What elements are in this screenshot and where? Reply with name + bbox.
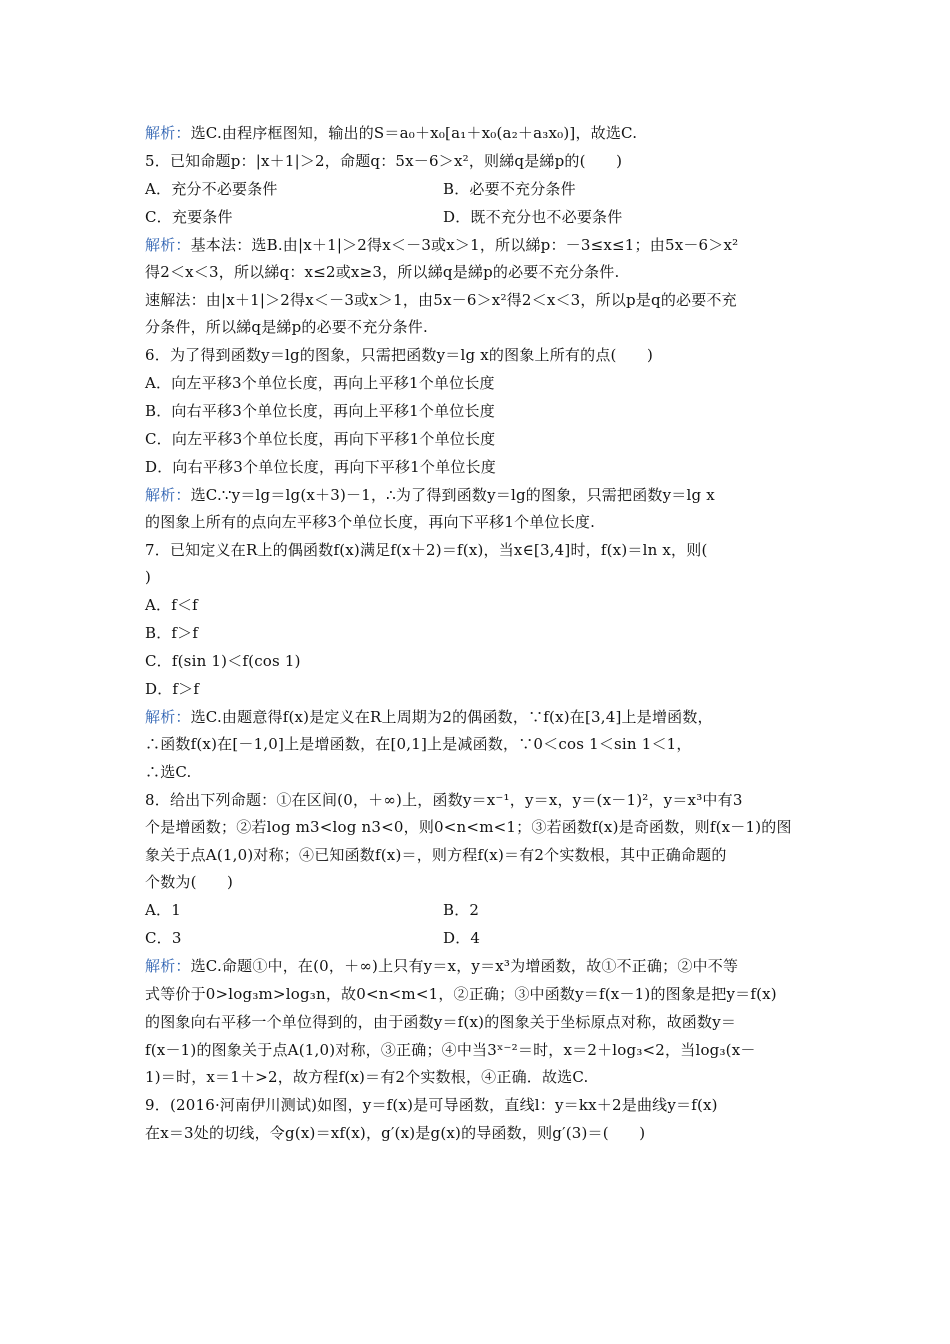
- q6-option-a: A．向左平移3个单位长度，再向上平移1个单位长度: [145, 374, 495, 392]
- q5-analysis-line-1: 解析：基本法：选B.由|x＋1|＞2得x＜－3或x＞1，所以綈p：－3≤x≤1；由5x－6＞x²: [145, 236, 739, 254]
- question-6: 6．为了得到函数y＝lg的图象，只需把函数y＝lg x的图象上所有的点( ): [145, 346, 654, 364]
- question-9-line-2: 在x＝3处的切线，令g(x)＝xf(x)，g′(x)是g(x)的导函数，则g′(3)＝( ): [145, 1124, 646, 1142]
- q8-option-a: A．1: [145, 901, 181, 919]
- q6-option-d: D．向右平移3个单位长度，再向下平移1个单位长度: [145, 458, 496, 476]
- q6-analysis-line-1: 解析：选C.∵y＝lg＝lg(x＋3)－1，∴为了得到函数y＝lg的图象，只需把函数y＝lg x: [145, 486, 715, 504]
- q8-analysis-line-5: 1)＝时，x＝1＋>2，故方程f(x)＝有2个实数根，④正确．故选C.: [145, 1068, 589, 1086]
- line-1: 解析：选C.由程序框图知，输出的S＝a₀＋x₀[a₁＋x₀(a₂＋a₃x₀)]，故选C.: [145, 124, 638, 142]
- question-8-line-4: 个数为( ): [145, 873, 234, 891]
- question-8-line-2: 个是增函数；②若log m3<log n3<0，则0<n<m<1；③若函数f(x)是奇函数，则f(x－1)的图: [145, 818, 792, 836]
- q7-option-d: D．f＞f: [145, 680, 200, 698]
- question-7-cont: ): [145, 568, 152, 586]
- q6-option-c: C．向左平移3个单位长度，再向下平移1个单位长度: [145, 430, 496, 448]
- q7-option-a: A．f＜f: [145, 596, 198, 614]
- q8-analysis-line-2: 式等价于0>log₃m>log₃n，故0<n<m<1，②正确；③中函数y＝f(x－1)的图象是把y＝f(x): [145, 985, 777, 1003]
- analysis-label: 解析：: [145, 124, 191, 142]
- question-9-line-1: 9．(2016·河南伊川测试)如图，y＝f(x)是可导函数，直线l：y＝kx＋2是曲线y＝f(x): [145, 1096, 718, 1114]
- question-8-line-1: 8．给出下列命题：①在区间(0，＋∞)上，函数y＝x⁻¹，y＝x，y＝(x－1)²，y＝x³中有3: [145, 791, 743, 809]
- analysis-label: 解析：: [145, 236, 191, 254]
- q7-analysis-line-1: 解析：选C.由题意得f(x)是定义在R上周期为2的偶函数，∵f(x)在[3,4]上是增函数，: [145, 708, 713, 726]
- q7-analysis-line-3: ∴选C.: [145, 763, 192, 781]
- q6-option-b: B．向右平移3个单位长度，再向上平移1个单位长度: [145, 402, 495, 420]
- q8-analysis-line-4: f(x－1)的图象关于点A(1,0)对称，③正确；④中当3ˣ⁻²＝时，x＝2＋log₃<2，当log₃(x－: [145, 1041, 756, 1059]
- q7-analysis-line-2: ∴函数f(x)在[－1,0]上是增函数，在[0,1]上是减函数，∵0＜cos 1＜sin 1＜1，: [145, 735, 692, 753]
- q5-option-d: D．既不充分也不必要条件: [443, 208, 623, 226]
- q8-analysis-line-3: 的图象向右平移一个单位得到的，由于函数y＝f(x)的图象关于坐标原点对称，故函数y＝: [145, 1013, 737, 1031]
- q7-option-c: C．f(sin 1)＜f(cos 1): [145, 652, 301, 670]
- q5-option-b: B．必要不充分条件: [443, 180, 576, 198]
- analysis-label: 解析：: [145, 957, 191, 975]
- q5-analysis-line-4: 分条件，所以綈q是綈p的必要不充分条件.: [145, 318, 428, 336]
- question-7: 7．已知定义在R上的偶函数f(x)满足f(x＋2)＝f(x)，当x∈[3,4]时，f(x)＝ln x，则(: [145, 541, 708, 559]
- question-8-line-3: 象关于点A(1,0)对称；④已知函数f(x)＝，则方程f(x)＝有2个实数根，其中正确命题的: [145, 846, 727, 864]
- q8-option-c: C．3: [145, 929, 182, 947]
- q5-analysis-line-3: 速解法：由|x＋1|＞2得x＜－3或x＞1，由5x－6＞x²得2＜x＜3，所以p是q的必要不充: [145, 291, 737, 309]
- q5-analysis-line-2: 得2＜x＜3，所以綈q：x≤2或x≥3，所以綈q是綈p的必要不充分条件.: [145, 263, 620, 281]
- analysis-label: 解析：: [145, 486, 191, 504]
- analysis-label: 解析：: [145, 708, 191, 726]
- q7-option-b: B．f＞f: [145, 624, 199, 642]
- q6-analysis-line-2: 的图象上所有的点向左平移3个单位长度，再向下平移1个单位长度.: [145, 513, 596, 531]
- q8-option-b: B．2: [443, 901, 480, 919]
- q8-option-d: D．4: [443, 929, 481, 947]
- q5-option-a: A．充分不必要条件: [145, 180, 278, 198]
- q5-option-c: C．充要条件: [145, 208, 233, 226]
- q8-analysis-line-1: 解析：选C.命题①中，在(0，＋∞)上只有y＝x，y＝x³为增函数，故①不正确；②中不等: [145, 957, 739, 975]
- question-5: 5．已知命题p：|x＋1|＞2，命题q：5x－6＞x²，则綈q是綈p的( ): [145, 152, 623, 170]
